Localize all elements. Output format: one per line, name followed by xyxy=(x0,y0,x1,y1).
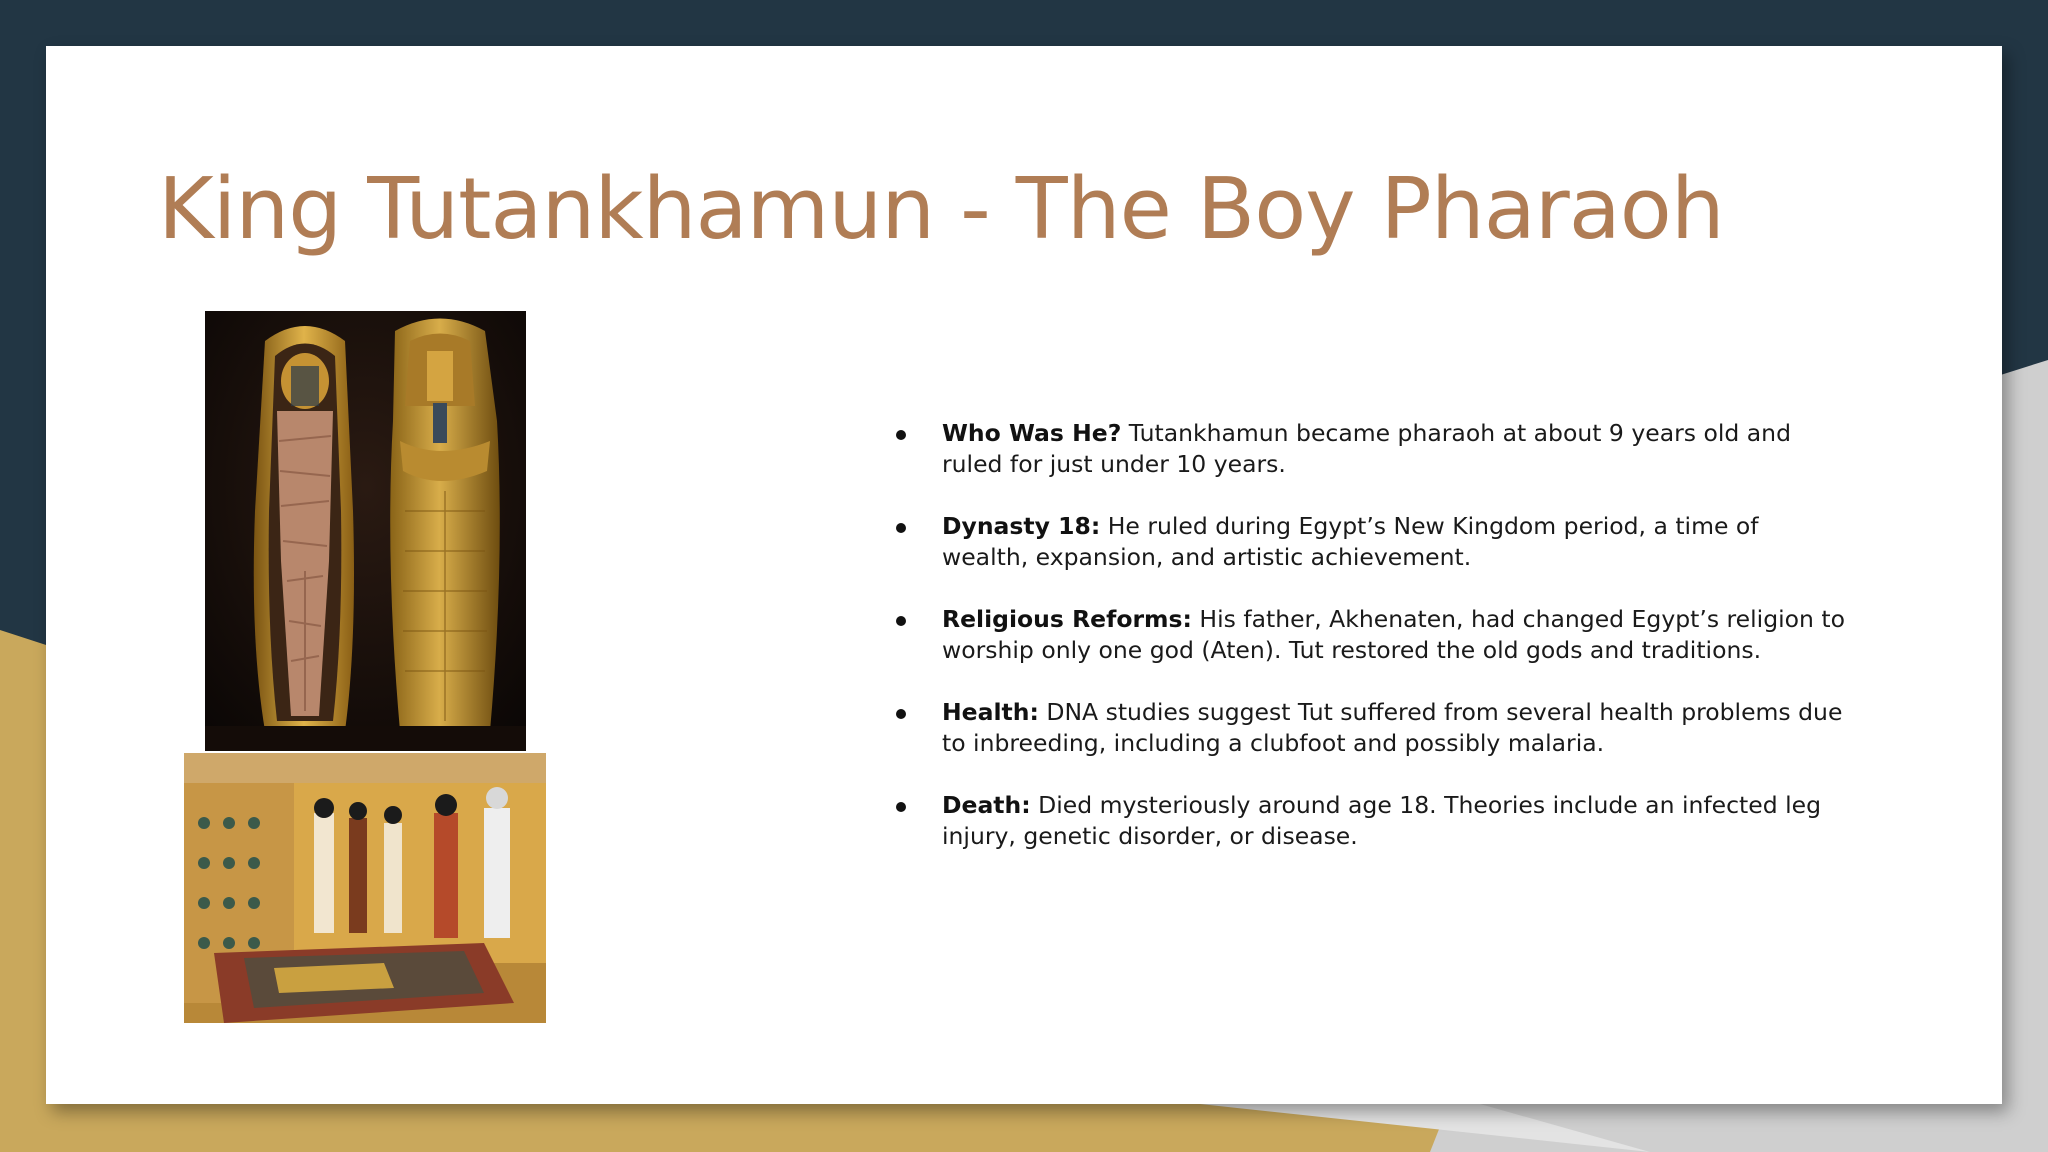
bullet-label: Dynasty 18: xyxy=(942,512,1101,540)
bullet-dot-icon xyxy=(896,430,906,440)
bullet-text: He ruled during Egypt’s New Kingdom period, a time of wealth, expansion, and artistic achievement. xyxy=(942,512,1759,571)
bullet-item xyxy=(880,511,1850,573)
bullet-label: Who Was He? xyxy=(942,419,1122,447)
bullet-text: Died mysteriously around age 18. Theories include an infected leg injury, genetic disorder, or disease. xyxy=(942,791,1821,850)
coffin-photo xyxy=(205,311,526,751)
bullet-dot-icon xyxy=(896,802,906,812)
tomb-photo xyxy=(184,753,546,1023)
slide-title: King Tutankhamun - The Boy Pharaoh xyxy=(158,160,1724,259)
bullet-item xyxy=(880,697,1850,759)
bullet-item xyxy=(880,604,1850,666)
bullet-text: His father, Akhenaten, had changed Egypt’s religion to worship only one god (Aten). Tut restored the old gods and traditions. xyxy=(942,605,1845,664)
bullet-item xyxy=(880,418,1850,480)
bullet-label: Death: xyxy=(942,791,1031,819)
bullet-dot-icon xyxy=(896,523,906,533)
bullet-dot-icon xyxy=(896,709,906,719)
bullet-dot-icon xyxy=(896,616,906,626)
bullet-label: Health: xyxy=(942,698,1039,726)
bullet-item xyxy=(880,790,1850,852)
bullet-text: DNA studies suggest Tut suffered from several health problems due to inbreeding, including a clubfoot and possibly malaria. xyxy=(942,698,1843,757)
bullet-text: Tutankhamun became pharaoh at about 9 years old and ruled for just under 10 years. xyxy=(942,419,1791,478)
bullet-label: Religious Reforms: xyxy=(942,605,1192,633)
bullet-list xyxy=(880,418,1850,883)
